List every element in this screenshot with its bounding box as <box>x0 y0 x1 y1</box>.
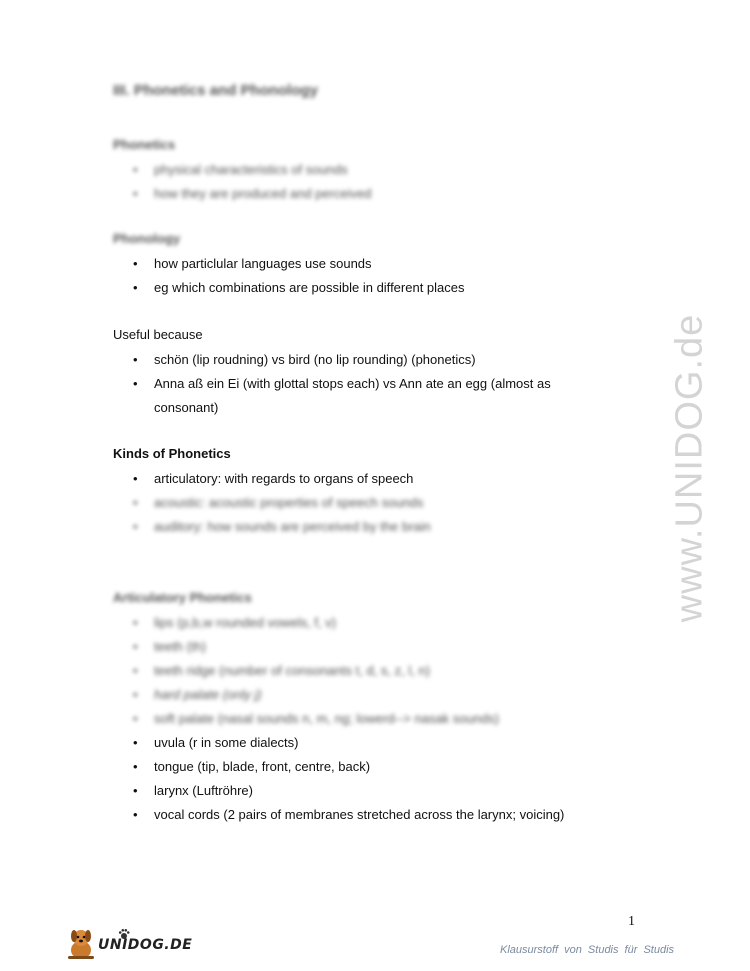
list-item <box>113 779 633 803</box>
list-item <box>113 467 633 491</box>
footer-tagline: Klausurstoff von Studis für Studis <box>500 944 675 956</box>
watermark: www.UNIDOG.de <box>668 313 711 623</box>
bullet-list <box>113 611 633 827</box>
section-heading: Useful because <box>113 327 203 342</box>
document-title: III. Phonetics and Phonology <box>113 82 319 99</box>
bullet-icon: • <box>133 162 138 177</box>
section-heading: Phonology <box>113 231 181 246</box>
bullet-icon: • <box>133 376 138 391</box>
list-item-text: teeth (th) <box>154 639 207 654</box>
list-item <box>113 803 633 827</box>
list-item-text: hard palate (only j) <box>154 687 262 702</box>
list-item-text: schön (lip roudning) vs bird (no lip rounding) (phonetics) <box>154 352 476 367</box>
list-item-text: how particlular languages use sounds <box>154 256 372 271</box>
list-item-text: how they are produced and perceived <box>154 186 372 201</box>
list-item-text: larynx (Luftröhre) <box>154 783 253 798</box>
list-item <box>113 252 633 276</box>
bullet-icon: • <box>133 783 138 798</box>
bullet-icon: • <box>133 615 138 630</box>
bullet-icon: • <box>133 735 138 750</box>
list-item-text: lips (p,b,w rounded vowels, f, v) <box>154 615 337 630</box>
bullet-icon: • <box>133 807 138 822</box>
list-item <box>113 731 633 755</box>
bullet-icon: • <box>133 639 138 654</box>
bullet-list <box>113 252 633 300</box>
bullet-icon: • <box>133 280 138 295</box>
bullet-icon: • <box>133 186 138 201</box>
bullet-list <box>113 348 633 420</box>
section-heading: Phonetics <box>113 137 176 152</box>
list-item <box>113 635 633 659</box>
section-heading: Articulatory Phonetics <box>113 590 252 605</box>
section-heading: Kinds of Phonetics <box>113 446 231 461</box>
unidog-logo <box>64 926 194 962</box>
bullet-icon: • <box>133 519 138 534</box>
list-item-text: vocal cords (2 pairs of membranes stretched across the larynx; voicing) <box>154 807 565 822</box>
list-item-text: articulatory: with regards to organs of speech <box>154 471 414 486</box>
bullet-icon: • <box>133 352 138 367</box>
list-item-text: tongue (tip, blade, front, centre, back) <box>154 759 371 774</box>
list-item <box>113 276 633 300</box>
list-item-text: eg which combinations are possible in different places <box>154 280 465 295</box>
list-item <box>113 755 633 779</box>
page-number: 1 <box>628 914 635 929</box>
list-item-text: Anna aß ein Ei (with glottal stops each) vs Ann ate an egg (almost as consonant) <box>154 376 551 415</box>
bullet-list <box>113 467 633 539</box>
section-useful-because <box>113 326 633 420</box>
list-item <box>113 158 633 182</box>
list-item <box>113 372 594 420</box>
section-phonetics <box>113 136 633 206</box>
list-item <box>113 611 633 635</box>
logo-text: UNIDOG.DE <box>98 937 193 953</box>
bullet-icon: • <box>133 256 138 271</box>
section-articulatory-phonetics <box>113 589 633 827</box>
bullet-icon: • <box>133 687 138 702</box>
list-item <box>113 683 633 707</box>
list-item <box>113 348 633 372</box>
list-item <box>113 515 633 539</box>
list-item <box>113 707 633 731</box>
list-item-text: uvula (r in some dialects) <box>154 735 299 750</box>
bullet-list <box>113 158 633 206</box>
dog-icon <box>64 926 98 962</box>
list-item <box>113 182 633 206</box>
list-item <box>113 491 633 515</box>
bullet-icon: • <box>133 711 138 726</box>
section-phonology <box>113 230 633 300</box>
list-item-text: soft palate (nasal sounds n, m, ng; lowerd--> nasak sounds) <box>154 711 500 726</box>
list-item-text: acoustic: acoustic properties of speech sounds <box>154 495 424 510</box>
section-kinds-of-phonetics <box>113 445 633 539</box>
bullet-icon: • <box>133 663 138 678</box>
list-item <box>113 659 633 683</box>
bullet-icon: • <box>133 471 138 486</box>
list-item-text: auditory: how sounds are perceived by the brain <box>154 519 431 534</box>
list-item-text: physical characteristics of sounds <box>154 162 348 177</box>
bullet-icon: • <box>133 495 138 510</box>
bullet-icon: • <box>133 759 138 774</box>
list-item-text: teeth ridge (number of consonants t, d, s, z, l, n) <box>154 663 431 678</box>
